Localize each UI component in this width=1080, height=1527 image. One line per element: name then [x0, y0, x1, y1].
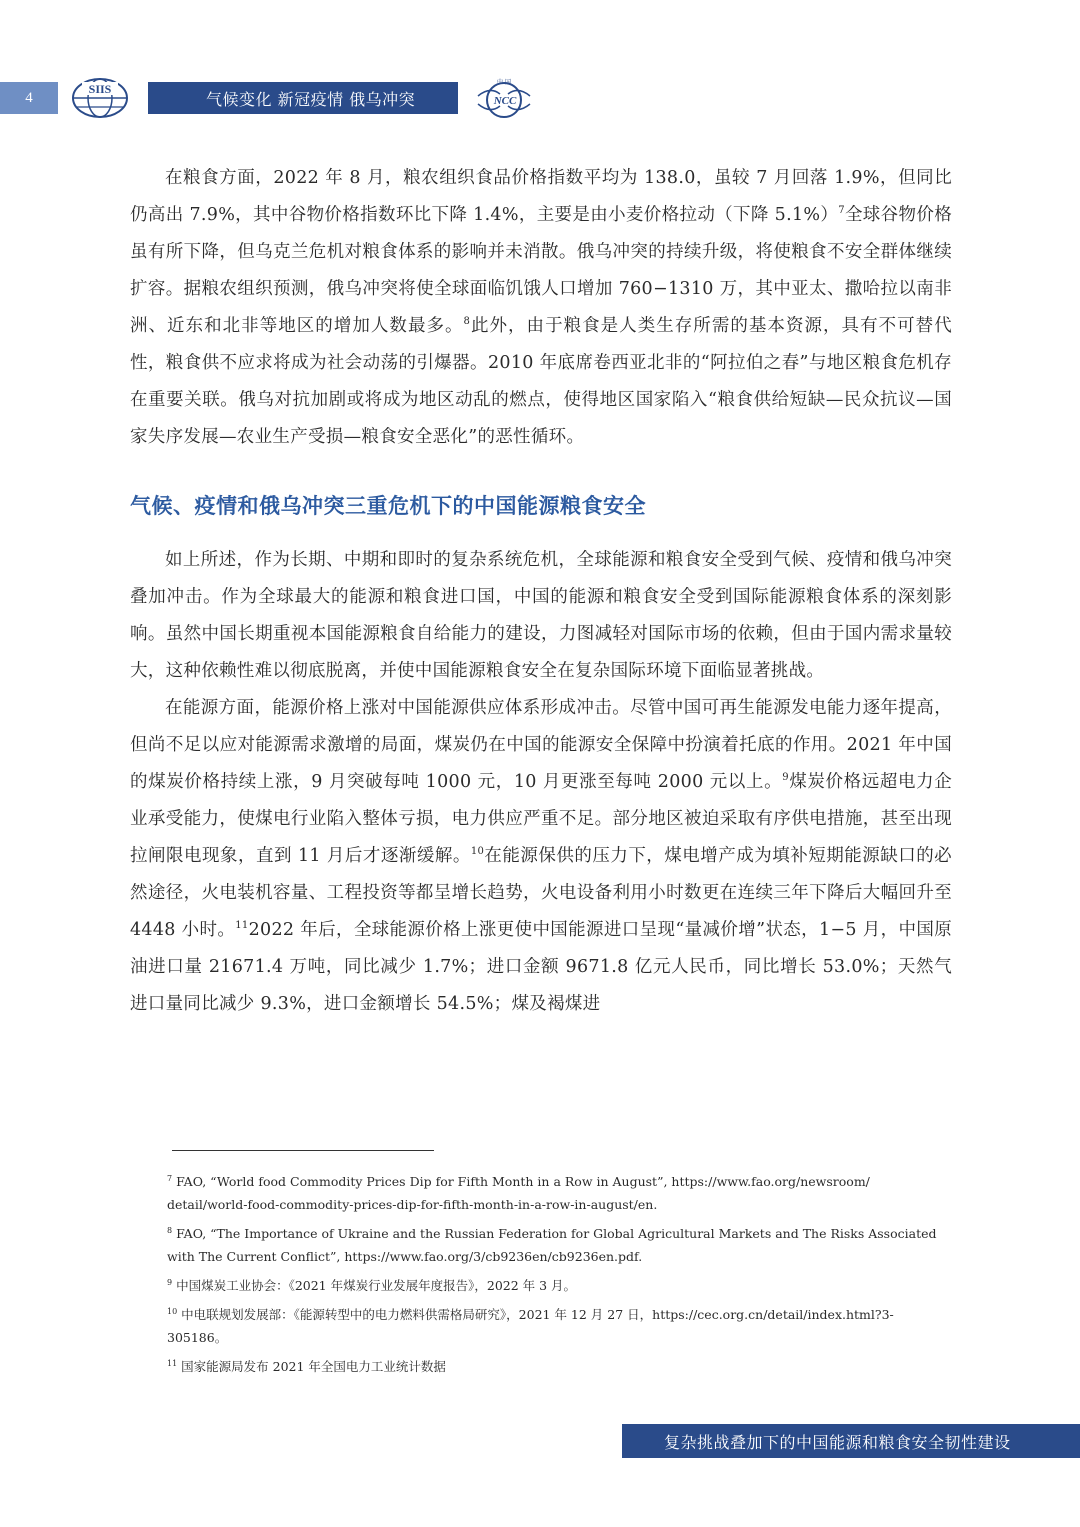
siis-logo-text: SIIS	[88, 82, 112, 96]
footnote-number: 9	[167, 1277, 173, 1287]
footnote-11	[167, 1355, 937, 1378]
paragraph-energy-text-b: 煤炭价格远超电力企业承受能力，使煤电行业陷入整体亏损，电力供应严重不足。部分地区被迫采取有序供电措施，甚至出现拉闸限电现象，直到 11 月后才逐渐缓解。	[130, 772, 952, 866]
header-title: 气候变化 新冠疫情 俄乌冲突	[148, 82, 458, 114]
footnote-ref-10: 10	[470, 846, 485, 858]
footnote-10	[167, 1303, 937, 1349]
paragraph-energy-text-a: 在能源方面，能源价格上涨对中国能源供应体系形成冲击。尽管中国可再生能源发电能力逐年提高，但尚不足以应对能源需求激增的局面，煤炭仍在中国的能源安全保障中扮演着托底的作用。2021 年中国的煤炭价格持续上涨，9 月突破每吨 1000 元，10 月更涨至每吨 2000 元以上。	[130, 698, 952, 792]
footnote-text: 中电联规划发展部：《能源转型中的电力燃料供需格局研究》，2021 年 12 月 27 日，https://cec.org.cn/detail/index.html?3-305186。	[167, 1307, 894, 1345]
footnote-7	[167, 1170, 937, 1216]
siis-logo	[70, 76, 130, 120]
paragraph-energy	[130, 690, 952, 1023]
section-heading: 气候、疫情和俄乌冲突三重危机下的中国能源粮食安全	[130, 494, 646, 518]
footnotes	[167, 1170, 937, 1384]
footnote-ref-9: 9	[782, 772, 789, 784]
page-header	[0, 76, 1080, 120]
footnote-text: FAO, “World food Commodity Prices Dip for Fifth Month in a Row in August”, https://www.fao.org/newsroom/ detail/world-food-commodity-prices-dip-for-fifth-month-in-a-row-in-august/en.	[167, 1174, 870, 1212]
footnote-text: FAO, “The Importance of Ukraine and the Russian Federation for Global Agricultural Markets and The Risks Associated with The Current Conflict”, https://www.fao.org/3/cb9236en/cb9236en.pdf.	[167, 1226, 937, 1264]
footnote-ref-8: 8	[463, 316, 471, 328]
footnote-number: 7	[167, 1173, 173, 1183]
ncc-logo-text: NCC	[493, 95, 517, 107]
paragraph-energy-text-d: 2022 年后，全球能源价格上涨更使中国能源进口呈现“量减价增”状态，1−5 月，中国原油进口量 21671.4 万吨，同比减少 1.7%；进口金额 9671.8 亿元人民币，同比增长 53.0%；天然气进口量同比减少 9.3%，进口金额增长 54.5%；煤及褐煤进	[130, 920, 952, 1014]
footnote-ref-11: 11	[235, 920, 249, 932]
footnote-divider	[172, 1150, 434, 1151]
ncc-logo	[470, 76, 538, 120]
footnote-9	[167, 1274, 937, 1297]
footnote-8	[167, 1222, 937, 1268]
paragraph-food-text-b: 全球谷物价格虽有所下降，但乌克兰危机对粮食体系的影响并未消散。俄乌冲突的持续升级，将使粮食不安全群体继续扩容。据粮农组织预测，俄乌冲突将使全球面临饥饿人口增加 760−1310 万，其中亚太、撒哈拉以南非洲、近东和北非等地区的增加人数最多。	[130, 205, 952, 336]
footnote-number: 11	[167, 1358, 178, 1368]
paragraph-food-text-c: 此外，由于粮食是人类生存所需的基本资源，具有不可替代性，粮食供不应求将成为社会动荡的引爆器。2010 年底席卷西亚北非的“阿拉伯之春”与地区粮食危机存在重要关联。俄乌对抗加剧或将成为地区动乱的燃点，使得地区国家陷入“粮食供给短缺—民众抗议—国家失序发展—农业生产受损—粮食安全恶化”的恶性循环。	[130, 316, 952, 447]
paragraph-food	[130, 160, 952, 456]
paragraph-energy-text-c: 在能源保供的压力下，煤电增产成为填补短期能源缺口的必然途径，火电装机容量、工程投资等都呈增长趋势，火电设备利用小时数更在连续三年下降后大幅回升至 4448 小时。	[130, 846, 952, 940]
footnote-text: 国家能源局发布 2021 年全国电力工业统计数据	[181, 1359, 446, 1374]
footer-title: 复杂挑战叠加下的中国能源和粮食安全韧性建设	[622, 1424, 1080, 1458]
ncc-logo-small-text: 中 国	[497, 79, 511, 86]
paragraph-overview: 如上所述，作为长期、中期和即时的复杂系统危机，全球能源和粮食安全受到气候、疫情和俄乌冲突叠加冲击。作为全球最大的能源和粮食进口国，中国的能源和粮食安全受到国际能源粮食体系的深刻影响。虽然中国长期重视本国能源粮食自给能力的建设，力图减轻对国际市场的依赖，但由于国内需求量较大，这种依赖性难以彻底脱离，并使中国能源粮食安全在复杂国际环境下面临显著挑战。	[130, 550, 952, 681]
paragraph-food-text-a: 在粮食方面，2022 年 8 月，粮农组织食品价格指数平均为 138.0，虽较 7 月回落 1.9%，但同比仍高出 7.9%，其中谷物价格指数环比下降 1.4%，主要是由小麦价格拉动（下降 5.1%）	[130, 168, 952, 225]
footnote-number: 8	[167, 1225, 173, 1235]
page-number: 4	[0, 82, 58, 114]
main-content	[130, 160, 952, 1023]
footnote-number: 10	[167, 1306, 178, 1316]
footnote-text: 中国煤炭工业协会：《2021 年煤炭行业发展年度报告》，2022 年 3 月。	[176, 1278, 577, 1293]
footnote-ref-7: 7	[838, 205, 845, 217]
